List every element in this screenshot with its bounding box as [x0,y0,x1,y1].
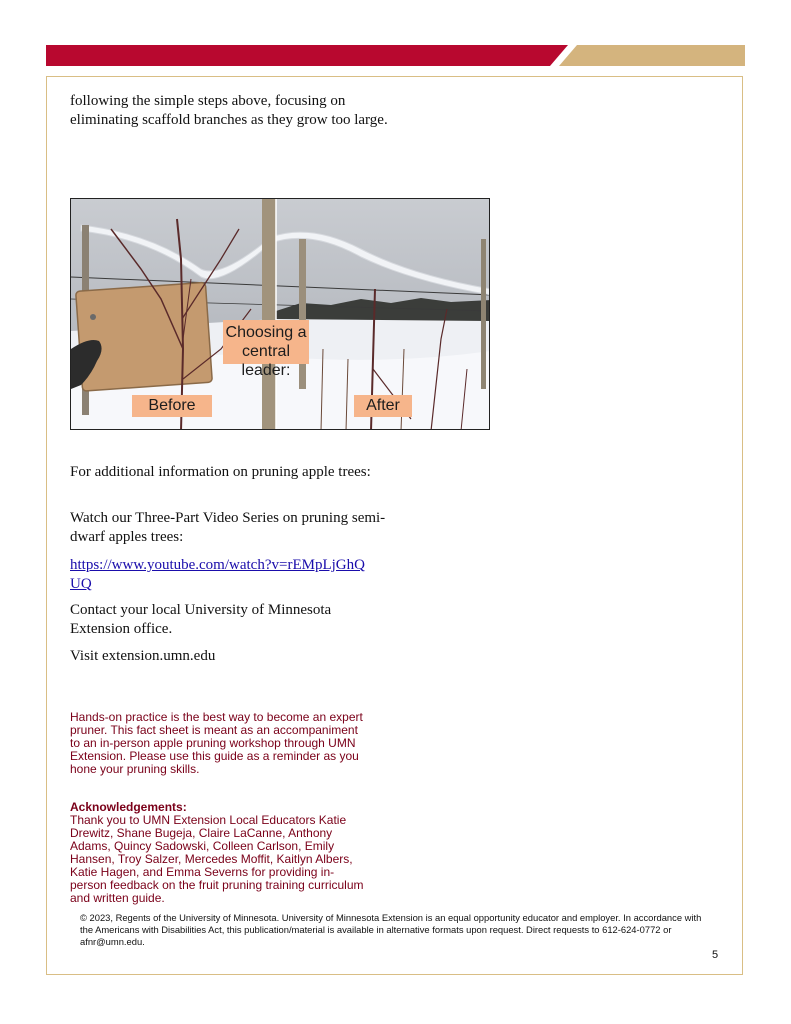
header-banner [46,45,745,66]
practice-note: Hands-on practice is the best way to become an expert pruner. This fact sheet is meant as an accompaniment to an in-person apple pruning workshop through UMN Extension. Please use this guide as a reminder as you hone your pruning skills. [70,710,363,776]
photo-label-after: After [354,395,412,417]
banner-maroon-stripe [46,45,568,66]
additional-info-text: For additional information on pruning apple trees: [70,464,371,480]
banner-gold-stripe [559,45,745,66]
acknowledgements [70,801,370,905]
contact-text: Contact your local University of Minnesota Extension office. [70,602,332,637]
intro-text: following the simple steps above, focusing on eliminating scaffold branches as they grow too large. [70,93,388,128]
page-number: 5 [712,949,719,961]
photo-label-central-leader-line1: Choosing a [225,324,307,341]
video-link[interactable]: https://www.youtube.com/watch?v=rEMpLjGhQUQ [70,557,365,592]
pruning-photo [70,198,490,430]
acknowledgements-heading: Acknowledgements: [70,800,187,814]
copyright-footer: © 2023, Regents of the University of Minnesota. University of Minnesota Extension is an equal opportunity educator and employer. In accordance with the Americans with Disabilities Act, this publication/material is available in alternative formats upon request. Direct requests to 612-624-0772 or afnr@umn.edu. [80,912,702,947]
photo-label-central-leader-line2: central leader: [241,343,291,379]
video-series-text: Watch our Three-Part Video Series on pruning semi-dwarf apples trees: [70,510,386,545]
visit-text: Visit extension.umn.edu [70,648,216,664]
photo-label-before: Before [132,395,212,417]
photo-label-central-leader [223,320,309,379]
acknowledgements-body: Thank you to UMN Extension Local Educators Katie Drewitz, Shane Bugeja, Claire LaCanne, Anthony Adams, Quincy Sadowski, Colleen Carlson, Emily Hansen, Troy Salzer, Mercedes Moffit, Kaitlyn Albers, Katie Hagen, and Emma Severns for providing in-person feedback on the fruit pruning training curriculum and written guide. [70,813,364,905]
